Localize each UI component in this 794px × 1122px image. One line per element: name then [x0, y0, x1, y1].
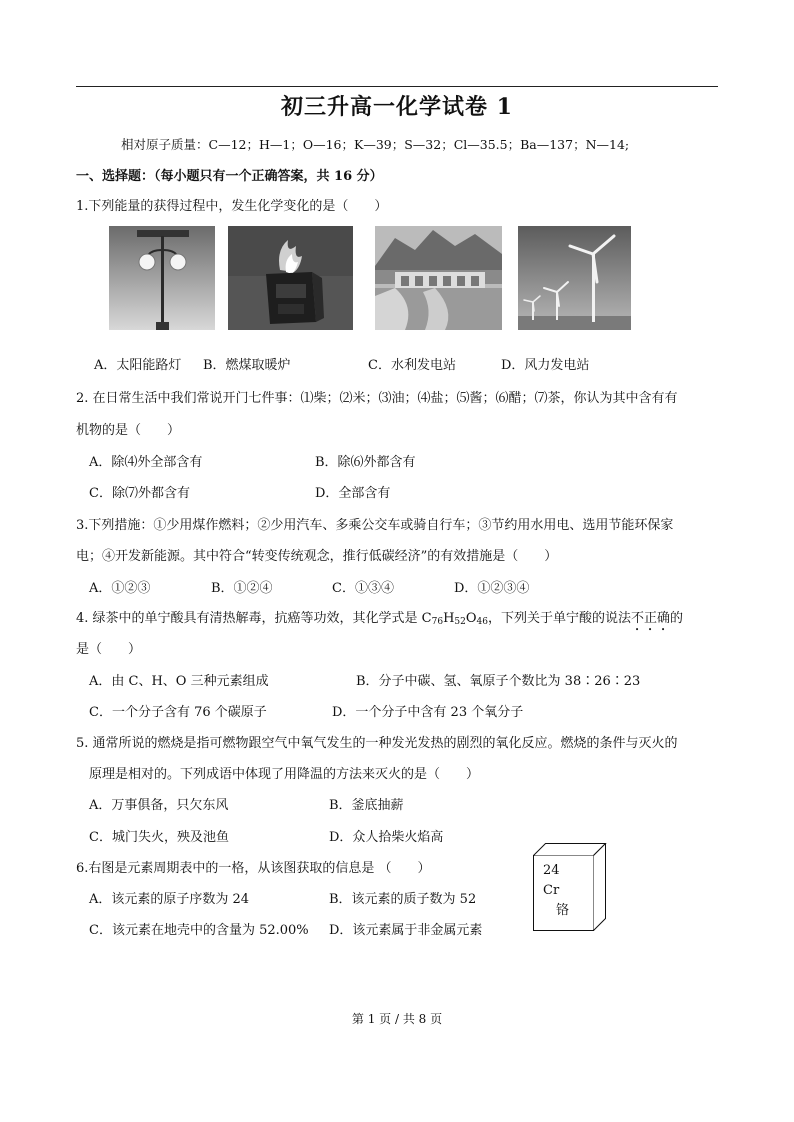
- header-rule: [76, 86, 718, 87]
- q1-option-d[interactable]: D．风力发电站: [501, 358, 590, 373]
- q5-stem-line1: 5. 通常所说的燃烧是指可燃物跟空气中氧气发生的一种发光发热的剧烈的氧化反应。燃烧的条件与灭火的: [76, 736, 678, 751]
- atomic-masses: 相对原子质量：C—12；H—1；O—16；K—39；S—32；Cl—35.5；Ba—137；N—14;: [121, 137, 630, 152]
- q6-option-a[interactable]: A．该元素的原子序数为 24: [89, 892, 250, 907]
- q4-stem-part3: 的: [670, 611, 684, 626]
- q2-stem-line2: 机物的是（ ）: [76, 423, 181, 438]
- q1-stem: 1.下列能量的获得过程中，发生化学变化的是（ ）: [76, 199, 388, 214]
- q6-option-c[interactable]: C．该元素在地壳中的含量为 52.00%: [89, 923, 309, 938]
- q4-option-b[interactable]: B．分子中碳、氢、氧原子个数比为 38∶26∶23: [356, 674, 641, 689]
- q2-option-c[interactable]: C．除⑺外都含有: [89, 486, 190, 501]
- q4-symbol-h: H: [443, 611, 455, 626]
- cell-element-name: 铬: [556, 903, 570, 918]
- q4-stem-line2: 是（ ）: [76, 642, 142, 657]
- q4-option-a[interactable]: A．由 C、H、O 三种元素组成: [89, 674, 269, 689]
- q6-stem: 6.右图是元素周期表中的一格，从该图获取的信息是 （ ）: [76, 861, 431, 876]
- q6-option-b[interactable]: B．该元素的质子数为 52: [329, 892, 477, 907]
- q5-option-b[interactable]: B．釜底抽薪: [329, 798, 404, 813]
- q2-stem-line1: 2. 在日常生活中我们常说开门七件事：⑴柴；⑵米；⑶油；⑷盐；⑸酱；⑹醋；⑺茶，你认为其中含有有: [76, 391, 678, 406]
- q2-option-a[interactable]: A．除⑷外全部含有: [89, 455, 203, 470]
- cell-atomic-number: 24: [543, 863, 560, 878]
- page-title: 初三升高一化学试卷 1: [281, 94, 513, 120]
- hydropower-station-image: [375, 226, 502, 330]
- q4-symbol-o: O: [465, 611, 477, 626]
- q1-option-a[interactable]: A．太阳能路灯: [94, 358, 182, 373]
- q3-option-c[interactable]: C．①③④: [332, 581, 394, 596]
- q3-option-a[interactable]: A．①②③: [89, 581, 151, 596]
- q3-option-b[interactable]: B．①②④: [211, 581, 273, 596]
- q4-option-d[interactable]: D．一个分子中含有 23 个氧分子: [332, 705, 524, 720]
- q5-option-d[interactable]: D．众人拾柴火焰高: [329, 830, 444, 845]
- q3-stem-line2: 电；④开发新能源。其中符合“转变传统观念，推行低碳经济”的有效措施是（ ）: [76, 549, 558, 564]
- coal-heater-image: [228, 226, 353, 330]
- q4-sub-hydrogen: 52: [454, 617, 466, 627]
- cell-symbol: Cr: [543, 883, 560, 898]
- section-heading: 一、选择题：（每小题只有一个正确答案，共 16 分）: [76, 169, 383, 184]
- q1-option-c[interactable]: C．水利发电站: [368, 358, 456, 373]
- q3-stem-line1: 3.下列措施：①少用煤作燃料；②少用汽车、多乘公交车或骑自行车；③节约用水用电、选用节能环保家: [76, 518, 674, 533]
- q4-stem-line1: [76, 610, 683, 634]
- q3-option-d[interactable]: D．①②③④: [454, 581, 530, 596]
- q2-option-b[interactable]: B．除⑹外都含有: [315, 455, 416, 470]
- q5-stem-line2: 原理是相对的。下列成语中体现了用降温的方法来灭火的是（ ）: [89, 767, 480, 782]
- q6-option-d[interactable]: D．该元素属于非金属元素: [329, 923, 483, 938]
- q4-sub-carbon: 76: [431, 617, 444, 627]
- q4-emphasis: 不正确: [631, 611, 671, 626]
- q1-option-b[interactable]: B．燃煤取暖炉: [203, 358, 291, 373]
- q4-sub-oxygen: 46: [476, 617, 488, 627]
- page-number: 第 1 页 / 共 8 页: [351, 1012, 443, 1026]
- q2-option-d[interactable]: D．全部含有: [315, 486, 391, 501]
- periodic-table-cell: [533, 843, 607, 931]
- q4-stem-part1: 4. 绿茶中的单宁酸具有清热解毒，抗癌等功效，其化学式是 C: [76, 611, 432, 626]
- q4-stem-part2: ，下列关于单宁酸的说法: [488, 611, 632, 626]
- wind-turbine-image: [518, 226, 631, 330]
- q4-option-c[interactable]: C．一个分子含有 76 个碳原子: [89, 705, 267, 720]
- q5-option-c[interactable]: C．城门失火，殃及池鱼: [89, 830, 229, 845]
- solar-street-lamp-image: [109, 226, 215, 330]
- q5-option-a[interactable]: A．万事俱备，只欠东风: [89, 798, 229, 813]
